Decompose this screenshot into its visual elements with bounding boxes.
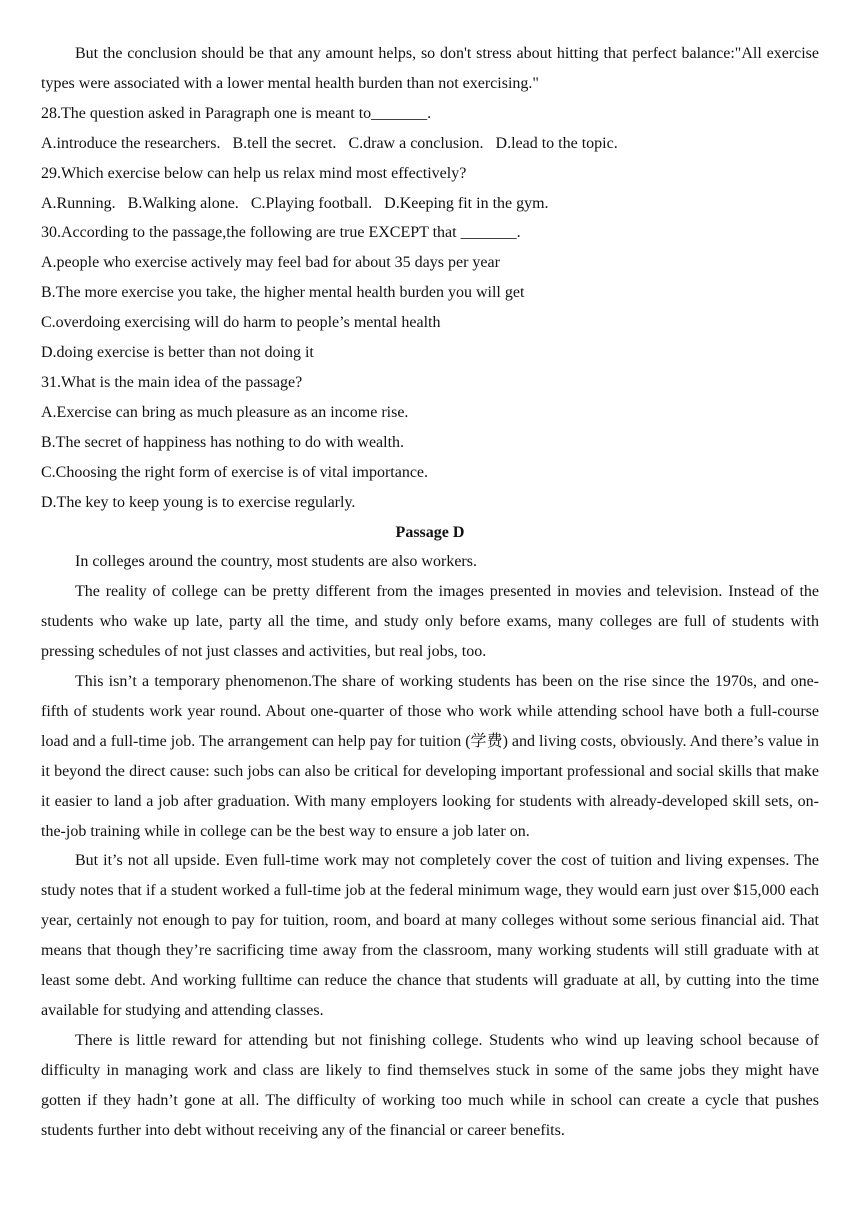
question-30-option-d: D.doing exercise is better than not doing it xyxy=(41,344,314,362)
question-31-stem: 31.What is the main idea of the passage? xyxy=(41,373,303,391)
passage-d-paragraph-2: The reality of college can be pretty different from the images presented in movies and television. Instead of the students who wake up late, party all the time, and study only before exams, many colleges are full of students with pressing schedules of not just classes and activities, but real jobs, too. xyxy=(41,583,819,661)
document-page xyxy=(41,39,819,1146)
option-a: A.introduce the researchers. xyxy=(41,134,221,152)
question-29-options xyxy=(41,189,819,219)
question-30-option-a: A.people who exercise actively may feel bad for about 35 days per year xyxy=(41,254,500,272)
passage-d-paragraph-1: In colleges around the country, most students are also workers. xyxy=(75,553,477,571)
option-c: C.draw a conclusion. xyxy=(348,134,484,152)
passage-d-paragraph-3: This isn’t a temporary phenomenon.The share of working students has been on the rise since the 1970s, and one-fifth of students work year round. About one-quarter of those who work while attending school have both a full-course load and a full-time job. The arrangement can help pay for tuition (学费) and living costs, obviously. And there’s value in it beyond the direct cause: such jobs can also be critical for developing important professional and social skills that make it easier to land a job after graduation. With many employers looking for students with already-developed skill sets, on-the-job training while in college can be the best way to ensure a job later on. xyxy=(41,673,819,840)
question-29-stem: 29.Which exercise below can help us relax mind most effectively? xyxy=(41,164,467,182)
question-30-option-c: C.overdoing exercising will do harm to people’s mental health xyxy=(41,314,441,332)
question-28-options xyxy=(41,129,819,159)
passage-d-paragraph-4: But it’s not all upside. Even full-time work may not completely cover the cost of tuition and living expenses. The study notes that if a student worked a full-time job at the federal minimum wage, they would earn just over $15,000 each year, certainly not enough to pay for tuition, room, and board at many colleges without some serious financial aid. That means that though they’re sacrificing time away from the classroom, many working students will still graduate with at least some debt. And working fulltime can reduce the chance that students will graduate at all, by cutting into the time available for studying and attending classes. xyxy=(41,852,819,1019)
option-b: B.tell the secret. xyxy=(232,134,337,152)
option-d: D.lead to the topic. xyxy=(495,134,618,152)
passage-d-paragraph-5: There is little reward for attending but not finishing college. Students who wind up leaving school because of difficulty in managing work and class are likely to find themselves stuck in some of the same jobs they might have gotten if they hadn’t gone at all. The difficulty of working too much while in school can create a cycle that pushes students further into debt without receiving any of the financial or career benefits. xyxy=(41,1031,819,1139)
question-31-option-c: C.Choosing the right form of exercise is of vital importance. xyxy=(41,463,429,481)
option-c: C.Playing football. xyxy=(250,194,373,212)
option-b: B.Walking alone. xyxy=(127,194,239,212)
question-31-option-a: A.Exercise can bring as much pleasure as an income rise. xyxy=(41,403,409,421)
option-d: D.Keeping fit in the gym. xyxy=(384,194,549,212)
passage-d-heading: Passage D xyxy=(395,523,465,541)
option-a: A.Running. xyxy=(41,194,116,212)
question-31-option-d: D.The key to keep young is to exercise regularly. xyxy=(41,493,356,511)
intro-paragraph: But the conclusion should be that any amount helps, so don't stress about hitting that perfect balance:"All exercise types were associated with a lower mental health burden than not exercising." xyxy=(41,45,819,92)
question-30-stem: 30.According to the passage,the following are true EXCEPT that _______. xyxy=(41,224,521,242)
question-28-stem: 28.The question asked in Paragraph one is meant to_______. xyxy=(41,104,432,122)
question-31-option-b: B.The secret of happiness has nothing to do with wealth. xyxy=(41,433,405,451)
question-30-option-b: B.The more exercise you take, the higher mental health burden you will get xyxy=(41,284,525,302)
